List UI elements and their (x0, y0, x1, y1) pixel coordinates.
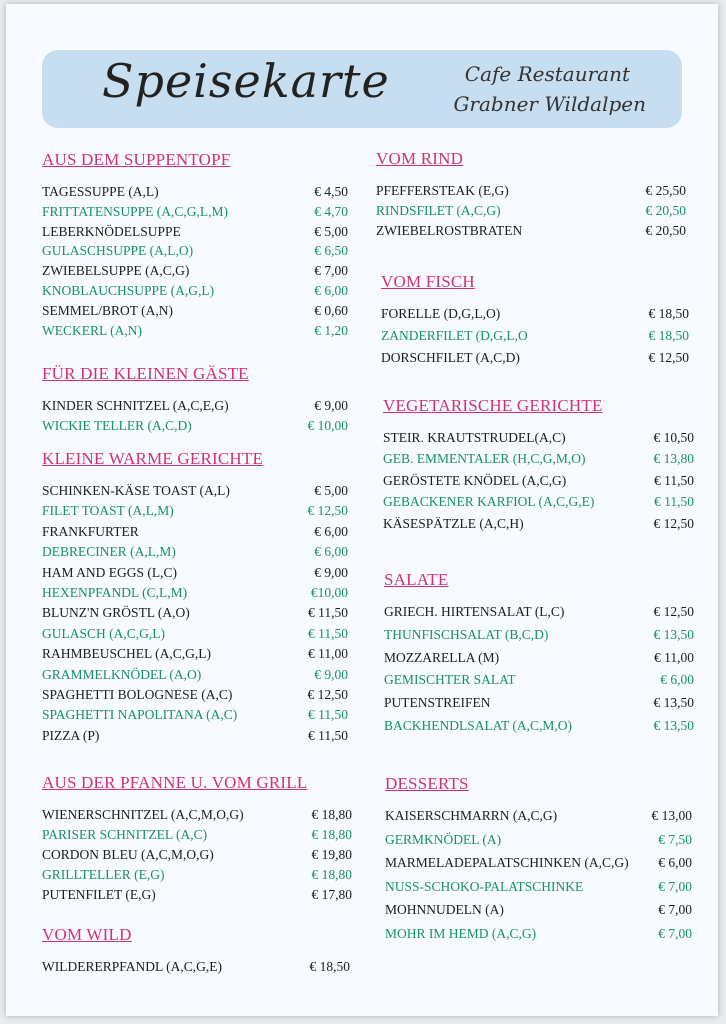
menu-item-name: PUTENSTREIFEN (384, 695, 491, 711)
menu-item-price: € 10,00 (307, 418, 348, 433)
menu-item (42, 303, 348, 323)
menu-item (384, 718, 694, 741)
menu-item-name: HEXENPFANDL (C,L,M) (42, 584, 188, 600)
menu-item (42, 887, 352, 907)
menu-item-price: € 7,50 (658, 831, 692, 847)
menu-item (376, 203, 686, 223)
menu-title: Speisekarte (102, 54, 390, 108)
menu-section (385, 774, 692, 950)
restaurant-subtitle-line2: Grabner Wildalpen (453, 92, 646, 116)
menu-item-price: € 7,00 (658, 878, 692, 894)
menu-item-name: BLUNZ'N GRÖSTL (A,O) (42, 605, 190, 621)
menu-item (42, 728, 348, 748)
menu-item-name: GRIECH. HIRTENSALAT (L,C) (384, 604, 565, 619)
menu-item (42, 184, 348, 204)
menu-section (376, 149, 686, 243)
menu-item-price: € 1,20 (314, 322, 348, 338)
menu-item (383, 473, 694, 494)
menu-section (42, 925, 350, 979)
menu-item-name: GULASCH (A,C,G,L) (42, 625, 165, 641)
menu-item-name: GRILLTELLER (E,G) (42, 867, 165, 882)
menu-item (42, 524, 348, 544)
menu-item-name: KNOBLAUCHSUPPE (A,G,L) (42, 282, 215, 298)
menu-item-price: € 6,00 (314, 282, 348, 298)
menu-item-price: € 18,80 (311, 827, 352, 842)
menu-item-price: € 19,80 (311, 847, 352, 862)
menu-item (384, 695, 694, 718)
menu-item-name: ZWIEBELROSTBRATEN (376, 223, 523, 238)
menu-item-price: € 13,80 (653, 451, 694, 467)
menu-item-price: € 18,50 (309, 959, 350, 974)
menu-item-price: € 7,00 (658, 925, 692, 941)
menu-item (42, 707, 348, 727)
section-heading: VEGETARISCHE GERICHTE (383, 396, 603, 415)
menu-item-name: MOHR IM HEMD (A,C,G) (385, 925, 537, 941)
menu-item-price: € 12,50 (653, 604, 694, 619)
menu-item-price: € 6,00 (658, 855, 692, 871)
menu-item-price: € 20,50 (645, 223, 686, 238)
menu-item-name: STEIR. KRAUTSTRUDEL(A,C) (383, 430, 566, 445)
menu-item (42, 224, 348, 244)
menu-item-name: NUSS-SCHOKO-PALATSCHINKE (385, 878, 584, 894)
section-heading: DESSERTS (385, 774, 469, 793)
section-heading: AUS DEM SUPPENTOPF (42, 150, 231, 169)
menu-item-price: € 6,00 (314, 523, 348, 539)
menu-item-name: BACKHENDLSALAT (A,C,M,O) (384, 717, 573, 733)
menu-item-price: € 6,00 (660, 672, 694, 688)
menu-item (384, 650, 694, 673)
menu-item (381, 306, 689, 328)
menu-item (385, 832, 692, 856)
menu-item-price: € 13,00 (651, 808, 692, 823)
menu-item-name: DORSCHFILET (A,C,D) (381, 350, 520, 365)
menu-section (42, 150, 348, 342)
menu-item-price: € 11,50 (308, 707, 348, 723)
menu-item-name: FRITTATENSUPPE (A,C,G,L,M) (42, 203, 229, 219)
menu-item-name: LEBERKNÖDELSUPPE (42, 223, 181, 239)
menu-item-price: € 11,00 (654, 649, 694, 665)
menu-item-name: RAHMBEUSCHEL (A,C,G,L) (42, 646, 212, 662)
menu-item-name: SPAGHETTI NAPOLITANA (A,C) (42, 707, 238, 723)
menu-item-price: € 4,70 (314, 203, 348, 219)
menu-item-price: € 0,60 (314, 302, 348, 318)
menu-item (385, 926, 692, 950)
menu-item-name: MOHNNUDELN (A) (385, 902, 504, 918)
menu-item-name: KAISERSCHMARRN (A,C,G) (385, 808, 558, 823)
menu-item (384, 672, 694, 695)
menu-item (42, 667, 348, 687)
menu-item-price: € 9,00 (314, 666, 348, 682)
section-heading: VOM RIND (376, 149, 464, 168)
menu-item-price: € 9,00 (314, 398, 348, 413)
menu-section (42, 449, 348, 748)
menu-item-name: WILDERERPFANDL (A,C,G,E) (42, 959, 222, 974)
menu-item (42, 646, 348, 666)
menu-item-name: ZWIEBELSUPPE (A,C,G) (42, 263, 190, 279)
menu-item-price: € 18,80 (311, 867, 352, 882)
header-banner (42, 50, 682, 128)
menu-item-name: GEB. EMMENTALER (H,C,G,M,O) (383, 451, 586, 467)
menu-item-price: € 12,50 (653, 515, 694, 531)
menu-item-name: TAGESSUPPE (A,L) (42, 184, 159, 199)
menu-item (42, 398, 348, 418)
menu-item (385, 902, 692, 926)
menu-item-price: € 11,50 (308, 605, 348, 621)
menu-item-name: RINDSFILET (A,C,G) (376, 203, 501, 218)
menu-item-price: € 18,50 (648, 306, 689, 321)
menu-item (381, 328, 689, 350)
menu-item (42, 323, 348, 343)
menu-item (385, 808, 692, 832)
section-heading: VOM WILD (42, 925, 132, 944)
menu-item-price: € 7,00 (658, 902, 692, 918)
menu-item-price: € 11,50 (308, 727, 348, 743)
menu-item (42, 243, 348, 263)
section-heading: FÜR DIE KLEINEN GÄSTE (42, 364, 249, 383)
menu-item-name: MOZZARELLA (M) (384, 649, 500, 665)
menu-item-name: THUNFISCHSALAT (B,C,D) (384, 626, 549, 642)
menu-item-name: DEBRECINER (A,L,M) (42, 544, 176, 560)
menu-item-name: KÄSESPÄTZLE (A,C,H) (383, 515, 524, 531)
menu-item (42, 503, 348, 523)
menu-item (42, 687, 348, 707)
menu-item (384, 604, 694, 627)
menu-item-price: € 11,50 (654, 472, 694, 488)
menu-item-price: € 7,00 (314, 263, 348, 279)
menu-item (376, 223, 686, 243)
menu-item-price: € 18,50 (648, 328, 689, 343)
menu-item-price: € 5,00 (314, 483, 348, 498)
menu-item (381, 350, 689, 372)
menu-item-price: € 6,50 (314, 243, 348, 259)
menu-item-price: € 6,00 (314, 544, 348, 560)
menu-section (384, 570, 694, 741)
menu-item-name: SCHINKEN-KÄSE TOAST (A,L) (42, 483, 230, 498)
menu-item (42, 807, 352, 827)
menu-item (42, 827, 352, 847)
menu-item-price: € 4,50 (314, 184, 348, 199)
menu-section (381, 272, 689, 372)
menu-item-price: € 12,50 (307, 686, 348, 702)
menu-item-name: FILET TOAST (A,L,M) (42, 503, 174, 519)
menu-item-price: € 11,50 (654, 494, 694, 510)
menu-item-name: GULASCHSUPPE (A,L,O) (42, 243, 194, 259)
menu-item-price: € 25,50 (645, 183, 686, 198)
menu-item-name: WICKIE TELLER (A,C,D) (42, 418, 192, 433)
menu-item-price: € 9,00 (314, 564, 348, 580)
menu-item (42, 847, 352, 867)
menu-item-price: € 11,50 (308, 625, 348, 641)
menu-item-name: WECKERL (A,N) (42, 322, 142, 338)
menu-section (42, 364, 348, 438)
menu-item-price: € 13,50 (653, 717, 694, 733)
menu-item-name: PARISER SCHNITZEL (A,C) (42, 827, 208, 842)
menu-item-price: € 11,00 (308, 646, 348, 662)
section-heading: AUS DER PFANNE U. VOM GRILL (42, 773, 308, 792)
menu-item-name: SPAGHETTI BOLOGNESE (A,C) (42, 686, 233, 702)
menu-item-name: ZANDERFILET (D,G,L,O (381, 328, 528, 343)
restaurant-subtitle-line1: Cafe Restaurant (464, 62, 630, 86)
menu-item (383, 516, 694, 537)
menu-item-name: GEMISCHTER SALAT (384, 672, 516, 688)
menu-item-price: €10,00 (310, 584, 348, 600)
menu-item (42, 867, 352, 887)
menu-item-name: GERMKNÖDEL (A) (385, 831, 502, 847)
menu-item (42, 544, 348, 564)
menu-item-name: KINDER SCHNITZEL (A,C,E,G) (42, 398, 229, 413)
menu-item-price: € 13,50 (653, 695, 694, 711)
menu-section (383, 396, 694, 537)
menu-item-name: PFEFFERSTEAK (E,G) (376, 183, 509, 198)
menu-item (42, 204, 348, 224)
menu-item (42, 959, 350, 979)
menu-item-price: € 20,50 (645, 203, 686, 218)
menu-item (42, 585, 348, 605)
menu-item (383, 451, 694, 472)
menu-item-price: € 17,80 (311, 887, 352, 902)
menu-item-name: SEMMEL/BROT (A,N) (42, 302, 174, 318)
menu-section (42, 773, 352, 907)
menu-item (383, 430, 694, 451)
menu-item (383, 494, 694, 515)
menu-item (42, 483, 348, 503)
menu-item (42, 263, 348, 283)
menu-item (42, 283, 348, 303)
menu-item-price: € 12,50 (648, 350, 689, 365)
menu-item (384, 627, 694, 650)
menu-item-name: WIENERSCHNITZEL (A,C,M,O,G) (42, 807, 244, 822)
menu-item (385, 879, 692, 903)
section-heading: SALATE (384, 570, 449, 589)
menu-item-name: GRAMMELKNÖDEL (A,O) (42, 666, 202, 682)
menu-item-name: GERÖSTETE KNÖDEL (A,C,G) (383, 472, 567, 488)
menu-item (42, 626, 348, 646)
menu-item-name: PIZZA (P) (42, 727, 100, 743)
menu-item-name: MARMELADEPALATSCHINKEN (A,C,G) (385, 855, 629, 871)
menu-item-price: € 5,00 (314, 223, 348, 239)
menu-item-name: FORELLE (D,G,L,O) (381, 306, 501, 321)
menu-item (376, 183, 686, 203)
menu-item (42, 565, 348, 585)
section-heading: KLEINE WARME GERICHTE (42, 449, 264, 468)
menu-item (385, 855, 692, 879)
section-heading: VOM FISCH (381, 272, 475, 291)
menu-item-price: € 18,80 (311, 807, 352, 822)
menu-item (42, 418, 348, 438)
menu-item (42, 605, 348, 625)
menu-item-name: GEBACKENER KARFIOL (A,C,G,E) (383, 494, 595, 510)
menu-item-price: € 13,50 (653, 626, 694, 642)
menu-item-name: CORDON BLEU (A,C,M,O,G) (42, 847, 214, 862)
menu-item-name: PUTENFILET (E,G) (42, 887, 156, 902)
menu-item-price: € 12,50 (307, 503, 348, 519)
menu-item-price: € 10,50 (653, 430, 694, 445)
menu-item-name: HAM AND EGGS (L,C) (42, 564, 177, 580)
menu-item-name: FRANKFURTER (42, 523, 139, 539)
